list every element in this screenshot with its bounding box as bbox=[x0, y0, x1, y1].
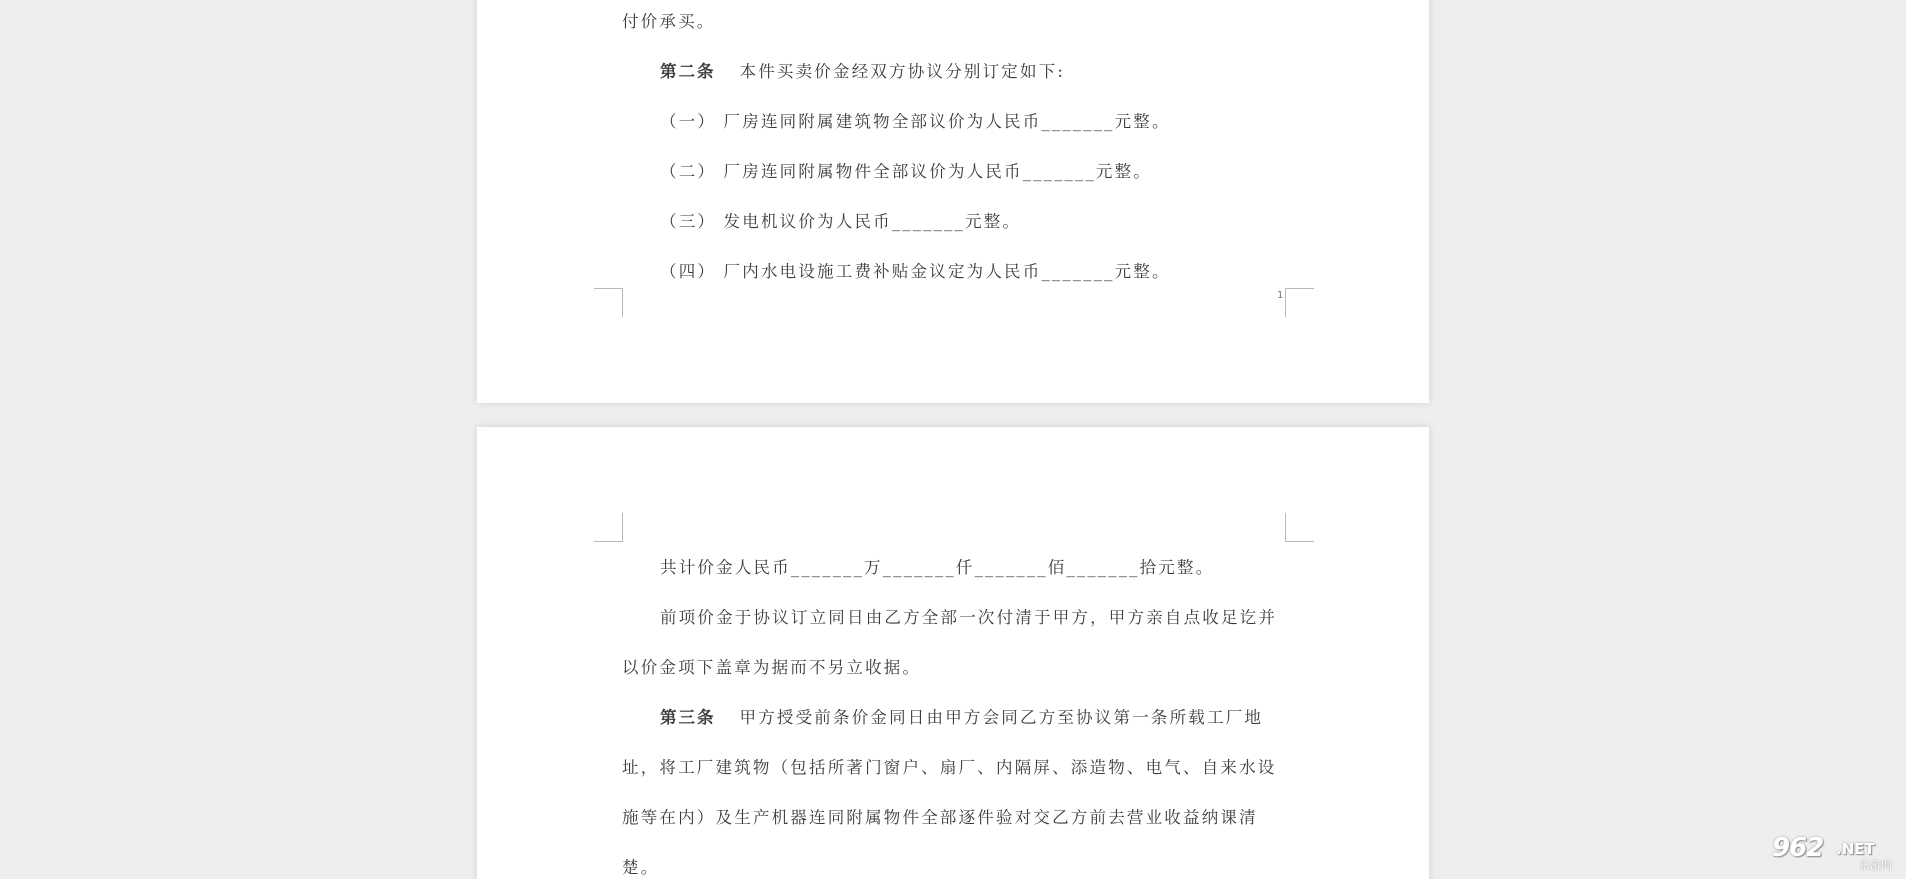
watermark-brand: 962 bbox=[1772, 833, 1824, 863]
list-item: （三） 发电机议价为人民币_______元整。 bbox=[660, 212, 1022, 231]
site-watermark-logo bbox=[1768, 833, 1898, 873]
margin-corner-mark bbox=[594, 288, 623, 317]
paragraph-line: 付价承买。 bbox=[622, 12, 716, 31]
paragraph-line: 以价金项下盖章为据而不另立收据。 bbox=[622, 658, 922, 677]
article-label: 第二条 bbox=[660, 62, 716, 81]
paragraph-article-3 bbox=[660, 704, 1263, 728]
watermark-domain: .NET bbox=[1836, 840, 1875, 858]
paragraph-line: 共计价金人民币_______万_______仟_______佰_______拾元整。 bbox=[660, 558, 1215, 577]
margin-corner-mark bbox=[1285, 513, 1314, 542]
paragraph-line: 前项价金于协议订立同日由乙方全部一次付清于甲方，甲方亲自点收足讫并 bbox=[660, 608, 1278, 627]
margin-corner-mark bbox=[594, 513, 623, 542]
paragraph-line: 址，将工厂建筑物（包括所著门窗户、扇厂、内隔屏、添造物、电气、自来水设 bbox=[622, 758, 1277, 777]
paragraph-text: 本件买卖价金经双方协议分别订定如下: bbox=[739, 62, 1066, 81]
list-item: （四） 厂内水电设施工费补贴金议定为人民币_______元整。 bbox=[660, 262, 1171, 281]
paragraph-text: 甲方授受前条价金同日由甲方会同乙方至协议第一条所载工厂地 bbox=[739, 708, 1264, 727]
article-label: 第三条 bbox=[660, 708, 716, 727]
paragraph-line: 楚。 bbox=[622, 858, 660, 877]
page-number: 1 bbox=[1277, 290, 1284, 301]
list-item: （二） 厂房连同附属物件全部议价为人民币_______元整。 bbox=[660, 162, 1152, 181]
paragraph-article-2 bbox=[660, 58, 1065, 82]
margin-corner-mark bbox=[1285, 288, 1314, 317]
list-item: （一） 厂房连同附属建筑物全部议价为人民币_______元整。 bbox=[660, 112, 1171, 131]
document-page-2 bbox=[477, 427, 1429, 879]
document-page-1 bbox=[477, 0, 1429, 403]
paragraph-line: 施等在内）及生产机器连同附属物件全部逐件验对交乙方前去营业收益纳课清 bbox=[622, 808, 1258, 827]
watermark-site-name: 乐游网 bbox=[1859, 859, 1892, 872]
